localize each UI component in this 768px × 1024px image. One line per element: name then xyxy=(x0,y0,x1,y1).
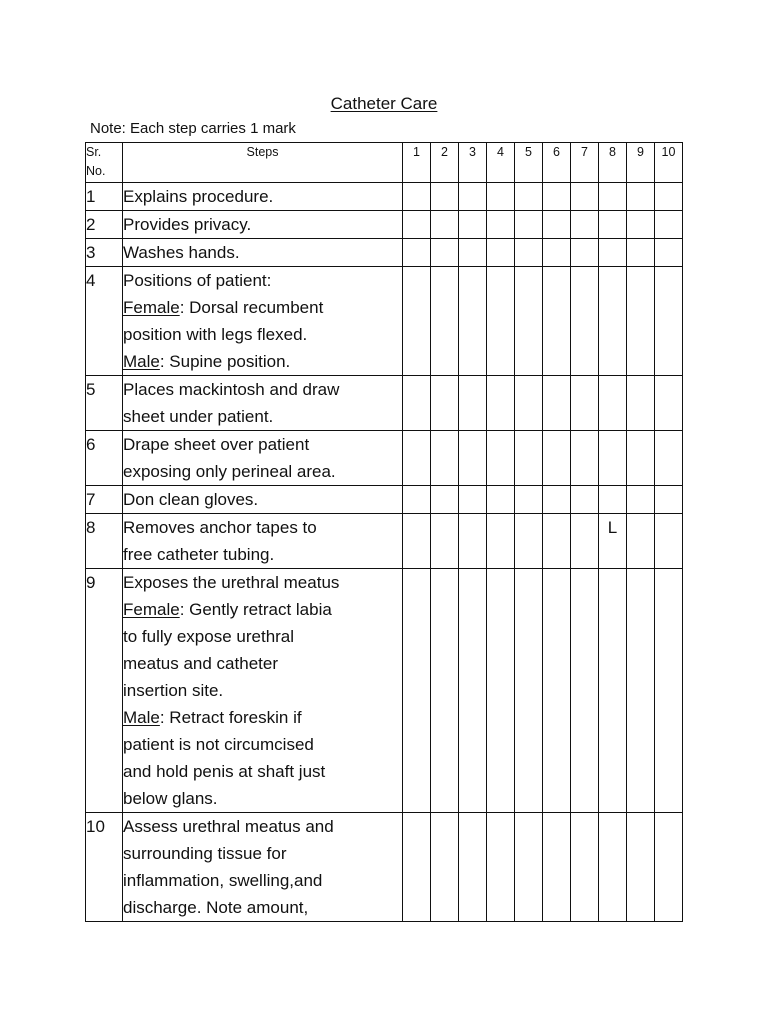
step-description xyxy=(123,267,403,376)
mark-cell[interactable] xyxy=(431,183,459,211)
mark-cell[interactable] xyxy=(627,183,655,211)
step-text: Places mackintosh and draw xyxy=(123,380,340,399)
mark-cell[interactable] xyxy=(403,376,431,431)
step-line xyxy=(123,785,402,812)
mark-cell[interactable] xyxy=(655,267,683,376)
mark-cell[interactable] xyxy=(431,267,459,376)
header-row xyxy=(86,143,683,183)
mark-cell[interactable] xyxy=(459,267,487,376)
mark-cell[interactable] xyxy=(459,486,487,514)
mark-cell[interactable] xyxy=(655,514,683,569)
step-number: 6 xyxy=(86,431,123,486)
mark-cell[interactable] xyxy=(487,239,515,267)
checklist-table xyxy=(85,142,683,922)
column-header-4: 4 xyxy=(487,143,515,183)
step-text: patient is not circumcised xyxy=(123,735,314,754)
column-header-8: 8 xyxy=(599,143,627,183)
step-description xyxy=(123,431,403,486)
mark-cell[interactable] xyxy=(627,569,655,813)
step-number: 5 xyxy=(86,376,123,431)
step-line xyxy=(123,840,402,867)
step-text: Positions of patient: xyxy=(123,271,272,290)
step-text: exposing only perineal area. xyxy=(123,462,336,481)
step-text: : Dorsal recumbent xyxy=(179,298,324,317)
step-text: Don clean gloves. xyxy=(123,490,259,509)
mark-cell[interactable] xyxy=(599,239,627,267)
mark-cell[interactable]: L xyxy=(599,514,627,569)
mark-cell[interactable] xyxy=(515,431,543,486)
mark-cell[interactable] xyxy=(431,569,459,813)
step-text: : Supine position. xyxy=(159,352,291,371)
step-text: surrounding tissue for xyxy=(123,844,287,863)
step-text: meatus and catheter xyxy=(123,654,278,673)
mark-cell[interactable] xyxy=(543,239,571,267)
step-description xyxy=(123,569,403,813)
step-line xyxy=(123,321,402,348)
gender-label: Female xyxy=(123,600,180,619)
checklist-body xyxy=(86,183,683,922)
step-text: position with legs flexed. xyxy=(123,325,308,344)
mark-cell[interactable] xyxy=(403,486,431,514)
steps-header: Steps xyxy=(123,143,403,183)
mark-cell[interactable] xyxy=(599,376,627,431)
step-line xyxy=(123,623,402,650)
mark-cell[interactable] xyxy=(599,569,627,813)
table-row xyxy=(86,431,683,486)
column-header-5: 5 xyxy=(515,143,543,183)
mark-cell[interactable] xyxy=(403,267,431,376)
step-line xyxy=(123,758,402,785)
step-line xyxy=(123,211,402,238)
mark-cell[interactable] xyxy=(459,183,487,211)
step-line xyxy=(123,541,402,568)
mark-cell[interactable] xyxy=(599,211,627,239)
mark-cell[interactable] xyxy=(403,183,431,211)
mark-cell[interactable] xyxy=(655,569,683,813)
step-text: inflammation, swelling,and xyxy=(123,871,323,890)
step-number: 2 xyxy=(86,211,123,239)
mark-cell[interactable] xyxy=(571,376,599,431)
step-text: : Retract foreskin if xyxy=(159,708,302,727)
mark-cell[interactable] xyxy=(599,183,627,211)
step-line xyxy=(123,294,402,321)
step-line xyxy=(123,867,402,894)
column-header-9: 9 xyxy=(627,143,655,183)
mark-cell[interactable] xyxy=(431,486,459,514)
step-text: Assess urethral meatus and xyxy=(123,817,334,836)
mark-cell[interactable] xyxy=(543,376,571,431)
table-row xyxy=(86,569,683,813)
step-text: Washes hands. xyxy=(123,243,240,262)
mark-cell[interactable] xyxy=(655,183,683,211)
step-line xyxy=(123,239,402,266)
mark-cell[interactable] xyxy=(459,569,487,813)
mark-cell[interactable] xyxy=(599,813,627,922)
mark-cell[interactable] xyxy=(459,514,487,569)
mark-cell[interactable] xyxy=(627,486,655,514)
mark-cell[interactable] xyxy=(459,376,487,431)
column-header-6: 6 xyxy=(543,143,571,183)
step-number: 4 xyxy=(86,267,123,376)
mark-cell[interactable] xyxy=(431,431,459,486)
mark-cell[interactable] xyxy=(627,211,655,239)
mark-cell[interactable] xyxy=(431,514,459,569)
table-row xyxy=(86,514,683,569)
column-header-2: 2 xyxy=(431,143,459,183)
mark-cell[interactable] xyxy=(655,431,683,486)
mark-cell[interactable] xyxy=(487,376,515,431)
mark-cell[interactable] xyxy=(459,813,487,922)
step-line xyxy=(123,376,402,403)
step-line xyxy=(123,731,402,758)
document-title: Catheter Care xyxy=(330,94,438,113)
column-header-1: 1 xyxy=(403,143,431,183)
step-text: Drape sheet over patient xyxy=(123,435,310,454)
mark-cell[interactable] xyxy=(571,183,599,211)
mark-cell[interactable] xyxy=(655,239,683,267)
mark-cell[interactable] xyxy=(599,267,627,376)
step-line xyxy=(123,704,402,731)
mark-cell[interactable] xyxy=(627,376,655,431)
mark-cell[interactable] xyxy=(571,239,599,267)
mark-cell[interactable] xyxy=(655,813,683,922)
step-line xyxy=(123,514,402,541)
mark-cell[interactable] xyxy=(459,211,487,239)
step-number: 7 xyxy=(86,486,123,514)
step-text: below glans. xyxy=(123,789,218,808)
mark-cell[interactable] xyxy=(403,514,431,569)
mark-cell[interactable] xyxy=(515,376,543,431)
mark-cell[interactable] xyxy=(543,486,571,514)
marking-note: Note: Each step carries 1 mark xyxy=(90,120,296,137)
step-text: Exposes the urethral meatus xyxy=(123,573,340,592)
mark-cell[interactable] xyxy=(403,239,431,267)
mark-cell[interactable] xyxy=(487,514,515,569)
mark-cell[interactable] xyxy=(487,183,515,211)
step-text: and hold penis at shaft just xyxy=(123,762,326,781)
mark-cell[interactable] xyxy=(431,211,459,239)
mark-cell[interactable] xyxy=(543,514,571,569)
mark-cell[interactable] xyxy=(543,569,571,813)
step-number: 10 xyxy=(86,813,123,922)
step-line xyxy=(123,569,402,596)
table-row xyxy=(86,813,683,922)
mark-cell[interactable] xyxy=(571,267,599,376)
gender-label: Female xyxy=(123,298,180,317)
mark-cell[interactable] xyxy=(655,376,683,431)
step-line xyxy=(123,894,402,921)
mark-cell[interactable] xyxy=(627,431,655,486)
step-text: Explains procedure. xyxy=(123,187,274,206)
step-text: Provides privacy. xyxy=(123,215,252,234)
mark-cell[interactable] xyxy=(655,486,683,514)
table-row xyxy=(86,183,683,211)
step-number: 9 xyxy=(86,569,123,813)
mark-cell[interactable] xyxy=(487,486,515,514)
step-description xyxy=(123,813,403,922)
mark-cell[interactable] xyxy=(543,267,571,376)
mark-cell[interactable] xyxy=(571,569,599,813)
mark-cell[interactable] xyxy=(515,267,543,376)
mark-cell[interactable] xyxy=(487,431,515,486)
table-row xyxy=(86,486,683,514)
mark-cell[interactable] xyxy=(627,813,655,922)
mark-cell[interactable] xyxy=(403,569,431,813)
mark-cell[interactable] xyxy=(515,239,543,267)
step-number: 8 xyxy=(86,514,123,569)
table-row xyxy=(86,211,683,239)
step-text: sheet under patient. xyxy=(123,407,274,426)
step-text: free catheter tubing. xyxy=(123,545,275,564)
column-header-7: 7 xyxy=(571,143,599,183)
mark-cell[interactable] xyxy=(403,431,431,486)
gender-label: Male xyxy=(123,352,160,371)
mark-cell[interactable] xyxy=(515,813,543,922)
step-number: 3 xyxy=(86,239,123,267)
step-line xyxy=(123,403,402,430)
step-text: : Gently retract labia xyxy=(179,600,332,619)
step-text: discharge. Note amount, xyxy=(123,898,309,917)
mark-cell[interactable] xyxy=(403,211,431,239)
step-description xyxy=(123,486,403,514)
mark-cell[interactable] xyxy=(403,813,431,922)
mark-cell[interactable] xyxy=(571,431,599,486)
mark-cell[interactable] xyxy=(515,183,543,211)
mark-cell[interactable] xyxy=(655,211,683,239)
step-line xyxy=(123,348,402,375)
gender-label: Male xyxy=(123,708,160,727)
step-line xyxy=(123,267,402,294)
column-header-3: 3 xyxy=(459,143,487,183)
step-description xyxy=(123,183,403,211)
mark-cell[interactable] xyxy=(543,183,571,211)
mark-cell[interactable] xyxy=(487,267,515,376)
mark-cell[interactable] xyxy=(571,211,599,239)
step-line xyxy=(123,431,402,458)
step-description xyxy=(123,239,403,267)
mark-cell[interactable] xyxy=(515,486,543,514)
mark-cell[interactable] xyxy=(599,486,627,514)
mark-cell[interactable] xyxy=(571,813,599,922)
mark-cell[interactable] xyxy=(431,376,459,431)
step-line xyxy=(123,596,402,623)
mark-cell[interactable] xyxy=(543,211,571,239)
step-line xyxy=(123,677,402,704)
mark-cell[interactable] xyxy=(487,569,515,813)
step-number: 1 xyxy=(86,183,123,211)
mark-cell[interactable] xyxy=(487,211,515,239)
mark-cell[interactable] xyxy=(487,813,515,922)
mark-cell[interactable] xyxy=(515,211,543,239)
mark-cell[interactable] xyxy=(431,239,459,267)
column-header-10: 10 xyxy=(655,143,683,183)
step-line xyxy=(123,813,402,840)
step-description xyxy=(123,211,403,239)
mark-cell[interactable] xyxy=(571,486,599,514)
step-line xyxy=(123,486,402,513)
mark-cell[interactable] xyxy=(515,569,543,813)
step-description xyxy=(123,514,403,569)
mark-cell[interactable] xyxy=(627,239,655,267)
step-line xyxy=(123,458,402,485)
mark-cell[interactable] xyxy=(543,431,571,486)
mark-cell[interactable] xyxy=(599,431,627,486)
mark-cell[interactable] xyxy=(515,514,543,569)
mark-cell[interactable] xyxy=(571,514,599,569)
mark-cell[interactable] xyxy=(543,813,571,922)
mark-cell[interactable] xyxy=(459,239,487,267)
table-row xyxy=(86,376,683,431)
mark-cell[interactable] xyxy=(459,431,487,486)
table-row xyxy=(86,239,683,267)
step-description xyxy=(123,376,403,431)
step-line xyxy=(123,650,402,677)
mark-cell[interactable] xyxy=(627,267,655,376)
step-line xyxy=(123,183,402,210)
table-row xyxy=(86,267,683,376)
sr-no-header: Sr. No. xyxy=(86,143,123,183)
mark-cell[interactable] xyxy=(627,514,655,569)
mark-cell[interactable] xyxy=(431,813,459,922)
step-text: Removes anchor tapes to xyxy=(123,518,317,537)
step-text: to fully expose urethral xyxy=(123,627,295,646)
step-text: insertion site. xyxy=(123,681,224,700)
